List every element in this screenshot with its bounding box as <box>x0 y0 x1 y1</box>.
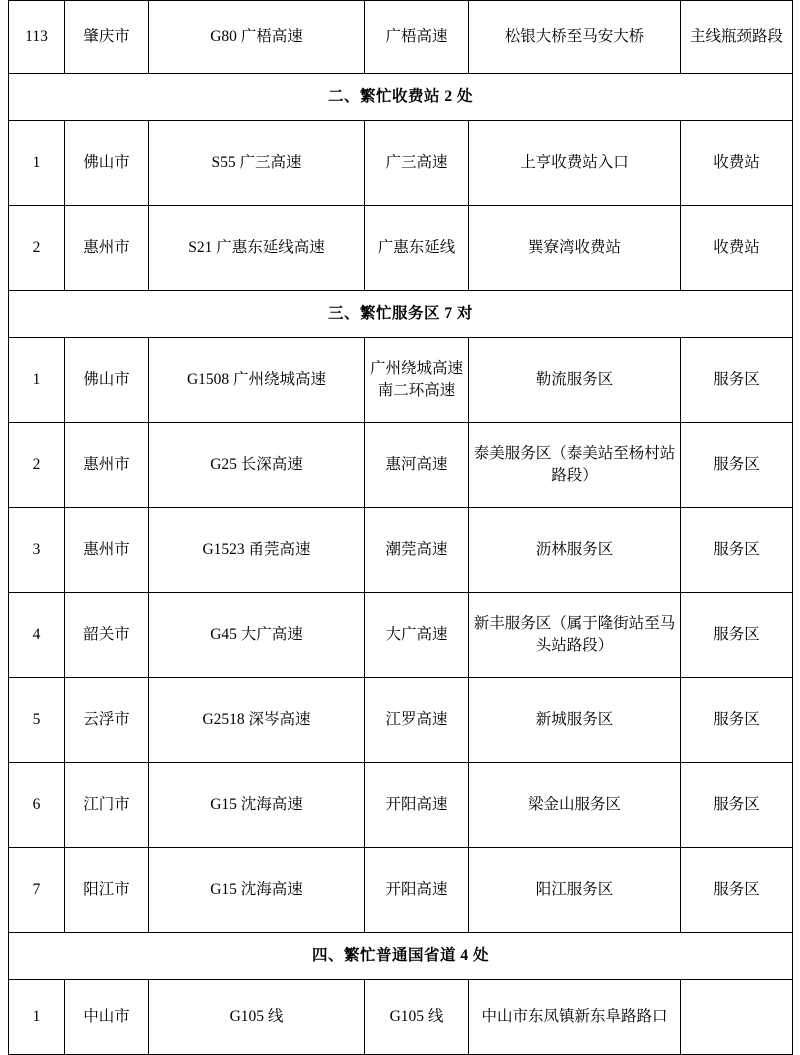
table-row <box>9 678 793 763</box>
table-row <box>9 121 793 206</box>
row-type: 服务区 <box>681 338 793 423</box>
row-road: G80 广梧高速 <box>149 1 365 74</box>
row-city: 佛山市 <box>65 338 149 423</box>
section-heading-row <box>9 933 793 980</box>
row-road: G25 长深高速 <box>149 423 365 508</box>
row-road: S55 广三高速 <box>149 121 365 206</box>
section-heading-service-areas: 三、繁忙服务区 7 对 <box>9 291 793 338</box>
section-heading-toll-stations: 二、繁忙收费站 2 处 <box>9 74 793 121</box>
row-alias: 广梧高速 <box>365 1 469 74</box>
row-type: 收费站 <box>681 121 793 206</box>
row-city: 韶关市 <box>65 593 149 678</box>
row-alias: 江罗高速 <box>365 678 469 763</box>
row-city: 中山市 <box>65 980 149 1055</box>
row-alias: 开阳高速 <box>365 848 469 933</box>
row-index: 2 <box>9 206 65 291</box>
row-city: 肇庆市 <box>65 1 149 74</box>
row-segment: 梁金山服务区 <box>469 763 681 848</box>
table-row <box>9 508 793 593</box>
row-type: 主线瓶颈路段 <box>681 1 793 74</box>
row-road: G105 线 <box>149 980 365 1055</box>
table-row <box>9 763 793 848</box>
row-type: 服务区 <box>681 678 793 763</box>
row-segment: 松银大桥至马安大桥 <box>469 1 681 74</box>
row-index: 7 <box>9 848 65 933</box>
table-row <box>9 848 793 933</box>
row-type: 服务区 <box>681 508 793 593</box>
row-segment: 上亨收费站入口 <box>469 121 681 206</box>
row-type: 收费站 <box>681 206 793 291</box>
row-alias: 潮莞高速 <box>365 508 469 593</box>
row-city: 佛山市 <box>65 121 149 206</box>
row-segment: 巽寮湾收费站 <box>469 206 681 291</box>
row-segment: 沥林服务区 <box>469 508 681 593</box>
table-row <box>9 980 793 1055</box>
row-alias: 广州绕城高速南二环高速 <box>365 338 469 423</box>
row-index: 1 <box>9 980 65 1055</box>
row-segment: 勒流服务区 <box>469 338 681 423</box>
row-alias: 惠河高速 <box>365 423 469 508</box>
row-city: 云浮市 <box>65 678 149 763</box>
table-row <box>9 338 793 423</box>
section-heading-row <box>9 74 793 121</box>
row-road: S21 广惠东延线高速 <box>149 206 365 291</box>
row-segment: 新城服务区 <box>469 678 681 763</box>
row-city: 江门市 <box>65 763 149 848</box>
row-type: 服务区 <box>681 763 793 848</box>
table-row <box>9 1 793 74</box>
row-city: 惠州市 <box>65 206 149 291</box>
row-city: 阳江市 <box>65 848 149 933</box>
row-index: 113 <box>9 1 65 74</box>
row-road: G1508 广州绕城高速 <box>149 338 365 423</box>
row-index: 5 <box>9 678 65 763</box>
table-row <box>9 423 793 508</box>
table-row <box>9 593 793 678</box>
row-road: G1523 甬莞高速 <box>149 508 365 593</box>
row-index: 2 <box>9 423 65 508</box>
row-alias: 广三高速 <box>365 121 469 206</box>
row-city: 惠州市 <box>65 423 149 508</box>
row-type: 服务区 <box>681 593 793 678</box>
row-road: G45 大广高速 <box>149 593 365 678</box>
row-alias: G105 线 <box>365 980 469 1055</box>
row-index: 6 <box>9 763 65 848</box>
traffic-hotspots-table <box>8 0 793 1055</box>
row-type: 服务区 <box>681 848 793 933</box>
row-road: G2518 深岑高速 <box>149 678 365 763</box>
row-type: 服务区 <box>681 423 793 508</box>
row-segment: 中山市东凤镇新东阜路路口 <box>469 980 681 1055</box>
row-index: 1 <box>9 121 65 206</box>
row-type <box>681 980 793 1055</box>
section-heading-national-roads: 四、繁忙普通国省道 4 处 <box>9 933 793 980</box>
row-segment: 新丰服务区（属于隆街站至马头站路段） <box>469 593 681 678</box>
row-index: 1 <box>9 338 65 423</box>
row-alias: 开阳高速 <box>365 763 469 848</box>
row-city: 惠州市 <box>65 508 149 593</box>
row-index: 3 <box>9 508 65 593</box>
row-alias: 大广高速 <box>365 593 469 678</box>
table-row <box>9 206 793 291</box>
row-alias: 广惠东延线 <box>365 206 469 291</box>
row-road: G15 沈海高速 <box>149 763 365 848</box>
row-segment: 泰美服务区（泰美站至杨村站路段） <box>469 423 681 508</box>
section-heading-row <box>9 291 793 338</box>
row-segment: 阳江服务区 <box>469 848 681 933</box>
row-index: 4 <box>9 593 65 678</box>
row-road: G15 沈海高速 <box>149 848 365 933</box>
